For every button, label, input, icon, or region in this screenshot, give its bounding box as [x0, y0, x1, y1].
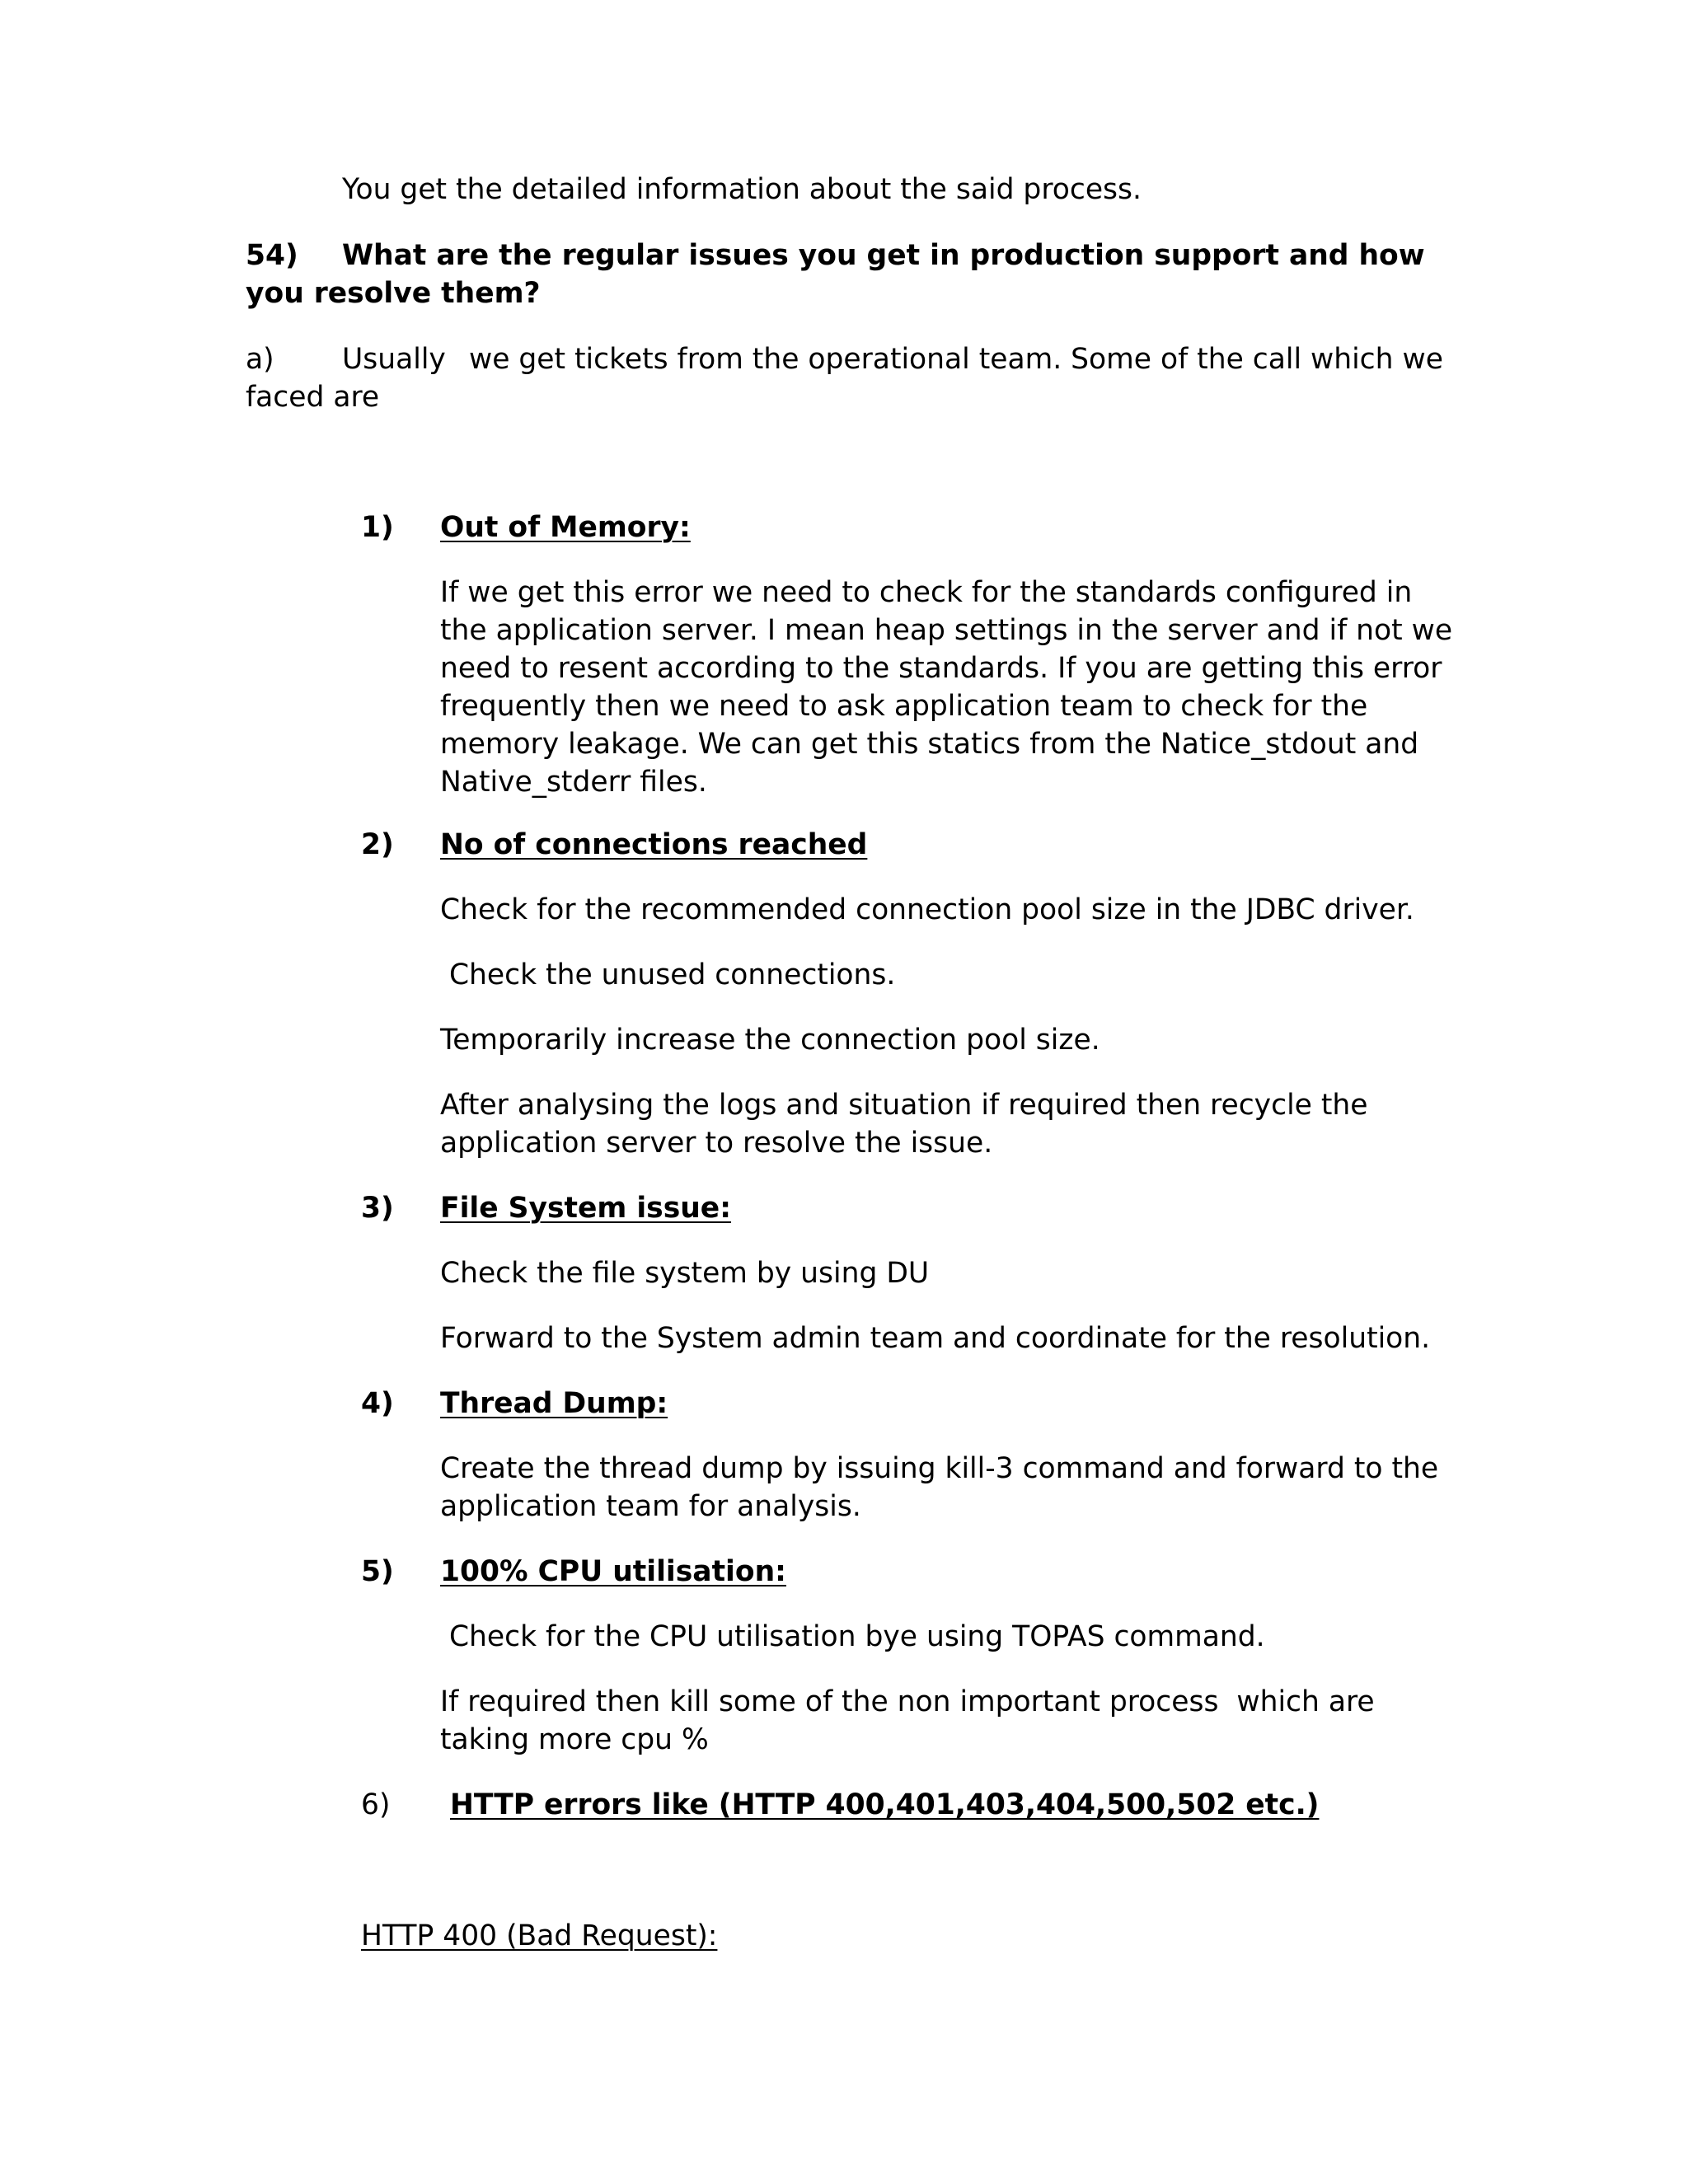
item-2-title: No of connections reached	[440, 828, 868, 861]
item-1-number: 1)	[361, 511, 394, 544]
item-3-paragraph-2: Forward to the System admin team and coordinate for the resolution.	[440, 1322, 1431, 1355]
question-number: 54)	[246, 239, 298, 272]
item-4-paragraph	[440, 1450, 1438, 1526]
question-line-1: What are the regular issues you get in production support and how	[342, 239, 1425, 272]
item-1-title: Out of Memory:	[440, 511, 691, 544]
text-line: After analysing the logs and situation if required then recycle the	[440, 1089, 1368, 1122]
item-4-number: 4)	[361, 1387, 394, 1420]
intro-text: You get the detailed information about the said process.	[342, 173, 1142, 206]
text-line: If required then kill some of the non important process which are	[440, 1685, 1375, 1718]
text-line: application team for analysis.	[440, 1490, 861, 1523]
answer-word: Usually	[342, 343, 446, 376]
item-4-title: Thread Dump:	[440, 1387, 668, 1420]
text-line: Create the thread dump by issuing kill-3 command and forward to the	[440, 1452, 1439, 1485]
item-3-paragraph-1: Check the file system by using DU	[440, 1257, 930, 1290]
text-line: If we get this error we need to check for the standards configured in	[440, 576, 1413, 609]
answer-line-2: faced are	[246, 381, 380, 414]
item-6-number: 6)	[361, 1788, 391, 1821]
text-line: application server to resolve the issue.	[440, 1127, 993, 1160]
item-2-number: 2)	[361, 828, 394, 861]
item-2-paragraph-2: Check the unused connections.	[440, 958, 896, 991]
text-line: Native_stderr files.	[440, 766, 707, 799]
text-line: need to resent according to the standards. If you are getting this error	[440, 652, 1442, 685]
text-line: memory leakage. We can get this statics from the Natice_stdout and	[440, 728, 1419, 761]
answer-line-1: we get tickets from the operational team. Some of the call which we	[469, 343, 1443, 376]
item-5-paragraph-1: Check for the CPU utilisation bye using TOPAS command.	[440, 1620, 1265, 1653]
item-3-title: File System issue:	[440, 1192, 732, 1225]
text-line: the application server. I mean heap settings in the server and if not we	[440, 614, 1453, 647]
answer-marker: a)	[246, 343, 274, 376]
text-line: taking more cpu %	[440, 1723, 709, 1756]
question-line-2: you resolve them?	[246, 277, 541, 310]
item-5-title: 100% CPU utilisation:	[440, 1555, 786, 1588]
text-line: frequently then we need to ask application team to check for the	[440, 690, 1368, 723]
item-5-paragraph-2	[440, 1683, 1375, 1759]
item-1-paragraph	[440, 574, 1452, 801]
item-6-title: HTTP errors like (HTTP 400,401,403,404,500,502 etc.)	[450, 1788, 1320, 1821]
http-400-subheading: HTTP 400 (Bad Request):	[361, 1919, 718, 1952]
item-2-paragraph-3: Temporarily increase the connection pool size.	[440, 1024, 1100, 1057]
item-2-paragraph-1: Check for the recommended connection pool size in the JDBC driver.	[440, 893, 1414, 926]
item-2-paragraph-4	[440, 1086, 1367, 1162]
item-3-number: 3)	[361, 1192, 394, 1225]
item-5-number: 5)	[361, 1555, 394, 1588]
